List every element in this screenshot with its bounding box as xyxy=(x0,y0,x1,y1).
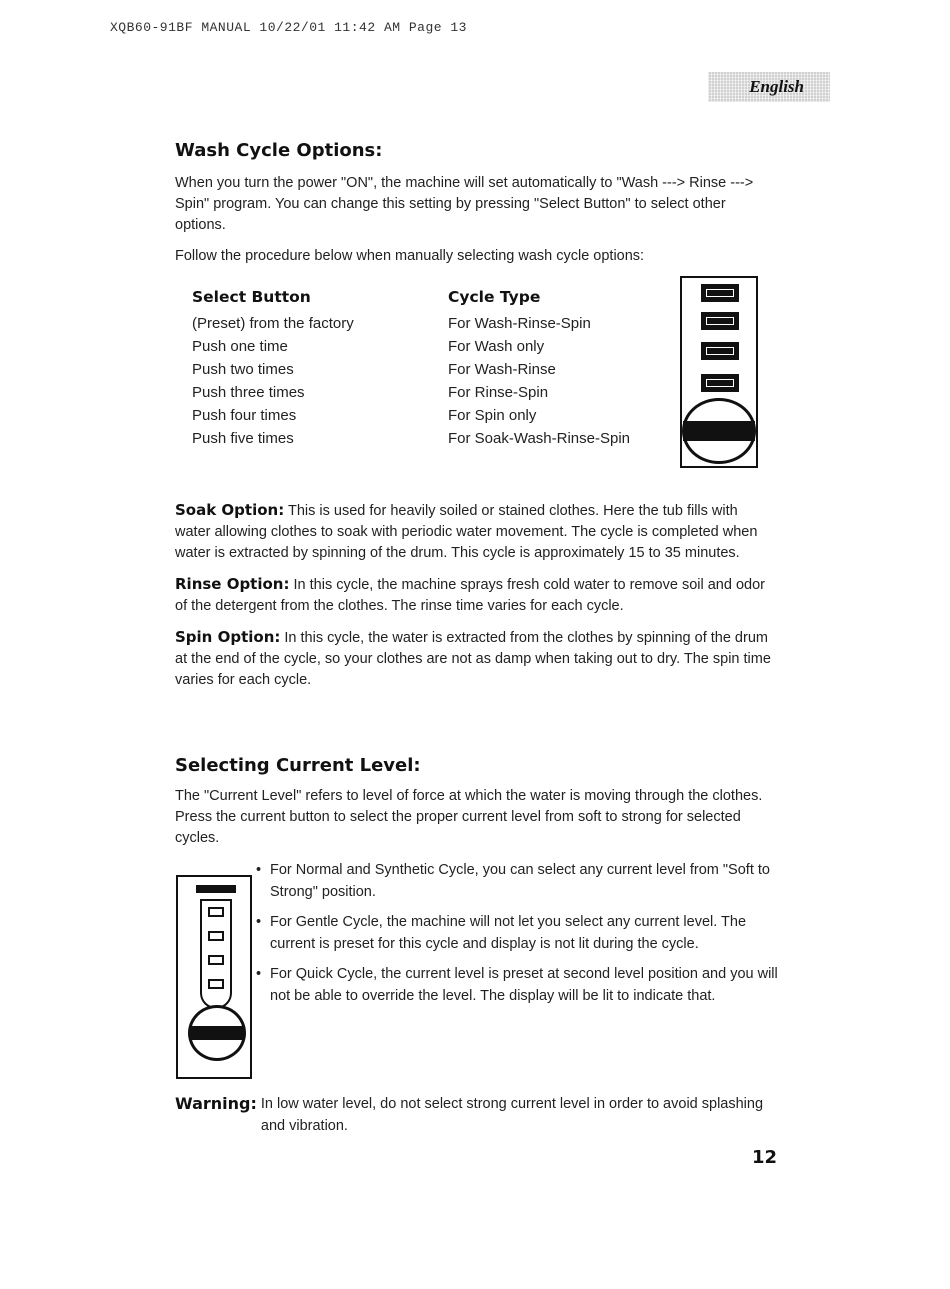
options-section xyxy=(175,500,777,691)
rinse-indicator-icon xyxy=(701,342,739,360)
warning-text: In low water level, do not select strong current level in order to avoid splashing and vibration. xyxy=(260,1096,764,1134)
wash-cycle-intro: When you turn the power "ON", the machine will set automatically to "Wash ---> Rinse ---> Spin" program. You can change this setting by pressing "Select Button" to select other options. xyxy=(175,175,754,233)
soak-option xyxy=(175,500,777,564)
rinse-option-text: In this cycle, the machine sprays fresh cold water to remove soil and odor of the detergent from the clothes. The rinse time varies for each cycle. xyxy=(175,577,765,614)
current-level-intro: The "Current Level" refers to level of force at which the water is moving through the clothes. Press the current button to select the proper current level from soft to strong for selected cycles. xyxy=(175,788,763,846)
wash-cycle-heading: Wash Cycle Options: xyxy=(175,140,383,161)
select-button-column xyxy=(192,288,354,450)
table-cell: For Soak-Wash-Rinse-Spin xyxy=(448,430,630,447)
table-cell: Push one time xyxy=(192,338,288,355)
current-button-icon xyxy=(188,1005,246,1061)
spin-option xyxy=(175,627,777,691)
language-tab xyxy=(708,72,830,102)
wash-indicator-icon xyxy=(701,284,739,302)
current-level-bullets xyxy=(256,860,786,1016)
table-cell: For Wash-Rinse-Spin xyxy=(448,315,591,332)
table-cell: For Spin only xyxy=(448,407,537,424)
print-header: XQB60-91BF MANUAL 10/22/01 11:42 AM Page 13 xyxy=(110,20,467,35)
cycle-type-column xyxy=(448,288,630,450)
rinse-option xyxy=(175,574,777,617)
wash-indicator-icon xyxy=(701,312,739,330)
page-number: 12 xyxy=(752,1147,778,1168)
current-label-icon xyxy=(196,885,236,893)
level-indicator-icon xyxy=(200,899,232,1009)
cycle-type-header: Cycle Type xyxy=(448,288,541,306)
table-cell: For Wash only xyxy=(448,338,545,355)
current-level-illustration xyxy=(176,875,252,1079)
table-cell: Push three times xyxy=(192,384,305,401)
select-panel-illustration xyxy=(680,276,758,468)
warning-label: Warning: xyxy=(175,1094,257,1113)
wash-cycle-section xyxy=(175,140,777,267)
list-item: • For Normal and Synthetic Cycle, you can select any current level from "Soft to Strong" position. xyxy=(256,860,786,903)
spin-option-label: Spin Option: xyxy=(175,628,281,646)
warning-note xyxy=(175,1093,775,1137)
soak-option-label: Soak Option: xyxy=(175,501,285,519)
wash-cycle-procedure-note: Follow the procedure below when manually selecting wash cycle options: xyxy=(175,248,645,264)
table-cell: (Preset) from the factory xyxy=(192,315,354,332)
select-button-header: Select Button xyxy=(192,288,311,306)
rinse-option-label: Rinse Option: xyxy=(175,575,290,593)
current-level-heading: Selecting Current Level: xyxy=(175,755,421,776)
table-cell: Push five times xyxy=(192,430,294,447)
soak-option-text: This is used for heavily soiled or stained clothes. Here the tub fills with water allowing clothes to soak with periodic water movement. The cycle is completed when water is extracted by spinning of the drum. This cycle is approximately 15 to 35 minutes. xyxy=(175,503,758,561)
table-cell: Push two times xyxy=(192,361,294,378)
select-button-icon xyxy=(682,398,756,464)
table-cell: For Wash-Rinse xyxy=(448,361,556,378)
current-level-section xyxy=(175,755,777,849)
list-item: • For Quick Cycle, the current level is preset at second level position and you will not be able to override the level. The display will be lit to indicate that. xyxy=(256,964,786,1007)
spin-option-text: In this cycle, the water is extracted from the clothes by spinning of the drum at the end of the cycle, so your clothes are not as damp when taking out to dry. The spin time varies for each cycle. xyxy=(175,630,771,688)
table-cell: For Rinse-Spin xyxy=(448,384,549,401)
language-tab-label: English xyxy=(749,77,804,96)
list-item: • For Gentle Cycle, the machine will not let you select any current level. The current is preset for this cycle and display is not lit during the cycle. xyxy=(256,912,786,955)
table-cell: Push four times xyxy=(192,407,297,424)
spin-indicator-icon xyxy=(701,374,739,392)
